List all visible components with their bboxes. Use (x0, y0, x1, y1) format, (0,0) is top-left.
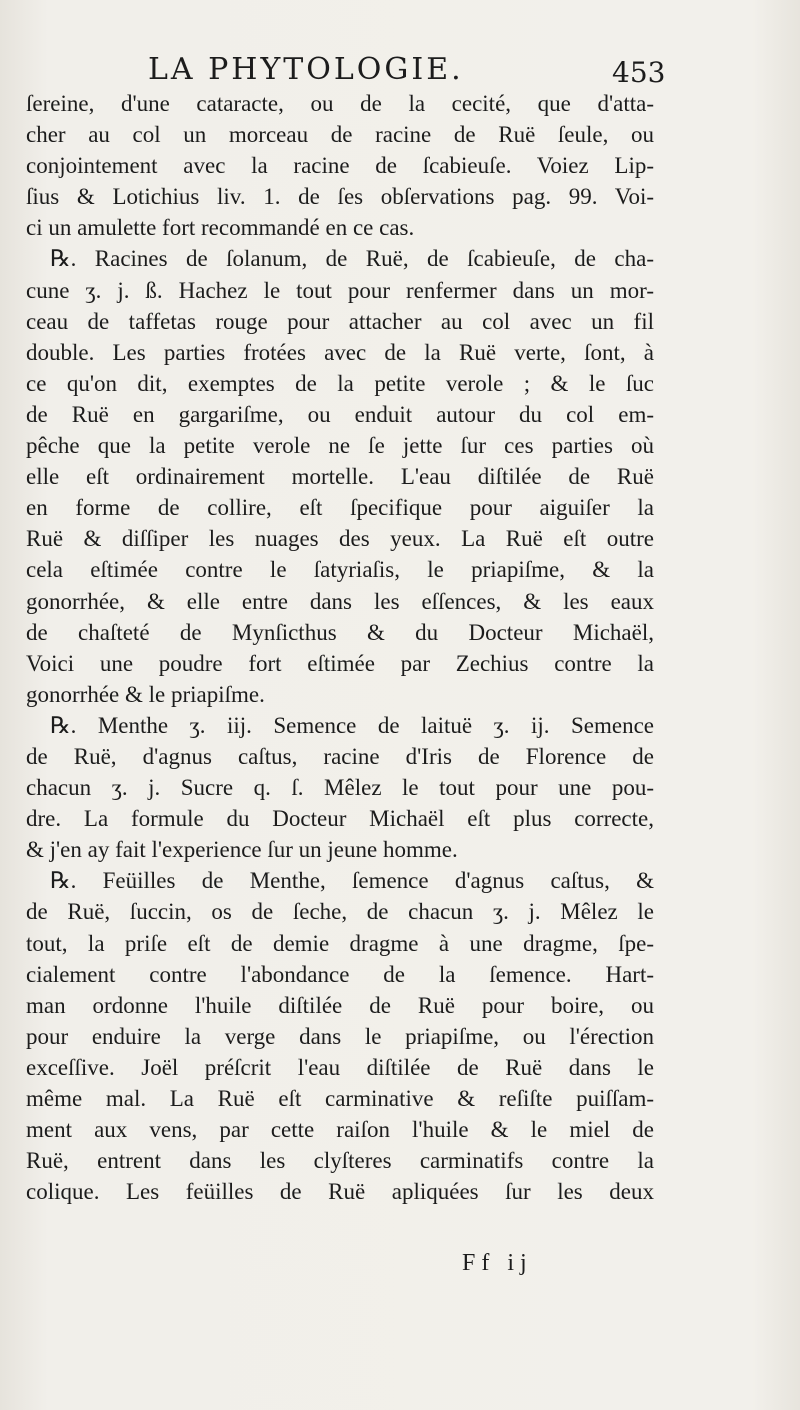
text-line: elle eſt ordinairement mortelle. L'eau diſtilée de Ruë (26, 464, 654, 490)
text-line: man ordonne l'huile diſtilée de Ruë pour boire, ou (26, 992, 654, 1018)
text-line: même mal. La Ruë eſt carminative & reſiſte puiſſam- (26, 1086, 654, 1111)
text-line: colique. Les feüilles de Ruë apliquées ſur les deux (26, 1179, 654, 1205)
text-line: ſereine, d'une cataracte, ou de la cecité, que d'atta- (26, 91, 654, 116)
text-line: tout, la priſe eſt de demie dragme à une dragme, ſpe- (26, 930, 654, 956)
text-line: Ruë & diſſiper les nuages des yeux. La Ruë eſt outre (26, 526, 654, 552)
text-line: ci un amulette fort recommandé en ce cas. (26, 215, 415, 241)
text-line: en forme de collire, eſt ſpecifique pour aiguiſer la (26, 495, 654, 521)
text-line: chacun ʒ. j. Sucre q. ſ. Mêlez le tout pour une pou- (26, 775, 654, 801)
text-line: de chaſteté de Mynſicthus & du Docteur Michaël, (26, 619, 654, 645)
running-title: LA PHYTOLOGIE. (148, 52, 464, 87)
text-line: gonorrhée, & elle entre dans les eſſences, & les eaux (26, 588, 654, 614)
body-text (26, 88, 654, 1207)
text-line: cune ʒ. j. ß. Hachez le tout pour renfermer dans un mor- (26, 277, 654, 303)
text-line: cela eſtimée contre le ſatyriaſis, le priapiſme, & la (26, 557, 654, 583)
text-line: ment aux vens, par cette raiſon l'huile & le miel de (26, 1117, 654, 1143)
text-line: pêche que la petite verole ne ſe jette ſur ces parties où (26, 433, 654, 459)
page-header (0, 52, 800, 92)
text-line: de Ruë en gargariſme, ou enduit autour du col em- (26, 401, 654, 427)
text-line: ſius & Lotichius liv. 1. de ſes obſervations pag. 99. Voi- (26, 184, 654, 210)
text-line: Voici une poudre fort eſtimée par Zechius contre la (26, 650, 654, 676)
text-line: pour enduire la verge dans le priapiſme, ou l'érection (26, 1023, 654, 1049)
text-line: ℞. Feüilles de Menthe, ſemence d'agnus caſtus, & (50, 868, 654, 894)
text-line: exceſſive. Joël préſcrit l'eau diſtilée de Ruë dans le (26, 1054, 654, 1080)
text-line: ℞. Racines de ſolanum, de Ruë, de ſcabieuſe, de cha- (50, 246, 654, 272)
text-line: gonorrhée & le priapiſme. (26, 681, 265, 707)
text-line: & j'en ay fait l'experience ſur un jeune homme. (26, 837, 458, 863)
text-line: de Ruë, ſuccin, os de ſeche, de chacun ʒ. j. Mêlez le (26, 899, 654, 925)
text-line: Ruë, entrent dans les clyſteres carminatifs contre la (26, 1148, 654, 1174)
text-line: cher au col un morceau de racine de Ruë ſeule, ou (26, 122, 654, 148)
text-line: ce qu'on dit, exemptes de la petite verole ; & le ſuc (26, 370, 654, 396)
page-number: 453 (612, 56, 666, 89)
signature-mark: Ff ij (462, 1250, 533, 1276)
text-line: dre. La formule du Docteur Michaël eſt plus correcte, (26, 806, 654, 832)
text-line: cialement contre l'abondance de la ſemence. Hart- (26, 961, 654, 987)
text-line: de Ruë, d'agnus caſtus, racine d'Iris de Florence de (26, 743, 654, 769)
text-line: ceau de taffetas rouge pour attacher au col avec un fil (26, 308, 654, 334)
text-line: ℞. Menthe ʒ. iij. Semence de laituë ʒ. ij. Semence (50, 712, 654, 738)
text-line: double. Les parties frotées avec de la Ruë verte, ſont, à (26, 339, 654, 365)
text-line: conjointement avec la racine de ſcabieuſe. Voiez Lip- (26, 153, 654, 179)
